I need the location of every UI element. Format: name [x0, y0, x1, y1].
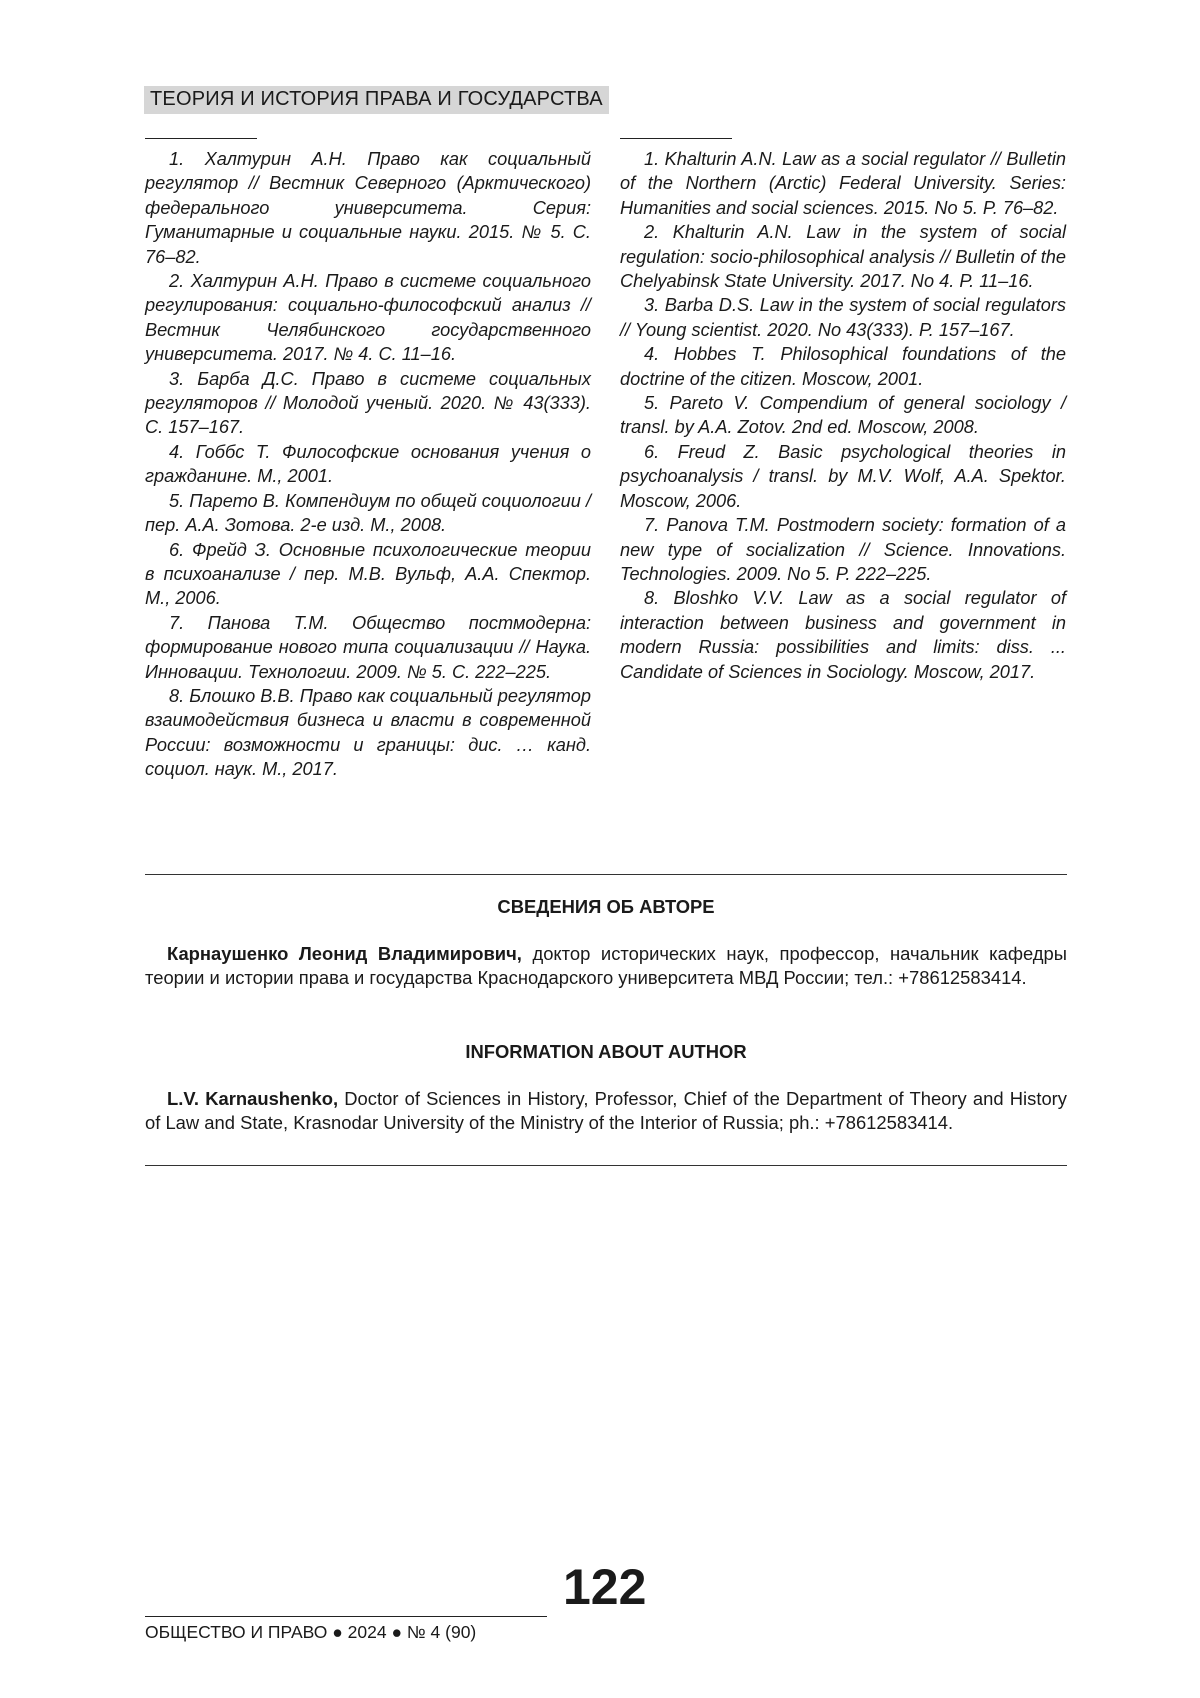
author-heading-en: INFORMATION ABOUT AUTHOR: [145, 1040, 1067, 1065]
reference-item-en: 6. Freud Z. Basic psychological theories in psychoanalysis / transl. by M.V. Wolf, A.A. Spektor. Moscow, 2006.: [620, 440, 1066, 513]
author-section-bottom-rule: [145, 1165, 1067, 1166]
reference-item-ru: 8. Блошко В.В. Право как социальный регулятор взаимодействия бизнеса и власти в современной России: возможности и границы: дис. … канд. социол. наук. М., 2017.: [145, 684, 591, 782]
reference-item-ru: 7. Панова Т.М. Общество постмодерна: формирование нового типа социализации // Наука. Инновации. Технологии. 2009. № 5. С. 222–225.: [145, 611, 591, 684]
references-en-rule: [620, 138, 732, 139]
author-heading-ru: СВЕДЕНИЯ ОБ АВТОРЕ: [145, 895, 1067, 920]
reference-item-en: 3. Barba D.S. Law in the system of social regulators // Young scientist. 2020. No 43(333). P. 157–167.: [620, 293, 1066, 342]
reference-item-ru: 2. Халтурин А.Н. Право в системе социального регулирования: социально-философский анализ // Вестник Челябинского государственного университета. 2017. № 4. С. 11–16.: [145, 269, 591, 367]
page-number: 122: [563, 1557, 646, 1617]
references-ru: [145, 138, 591, 782]
reference-item-ru: 5. Парето В. Компендиум по общей социологии / пер. А.А. Зотова. 2-е изд. М., 2008.: [145, 489, 591, 538]
reference-item-ru: 4. Гоббс Т. Философские основания учения о гражданине. М., 2001.: [145, 440, 591, 489]
section-header: ТЕОРИЯ И ИСТОРИЯ ПРАВА И ГОСУДАРСТВА: [144, 86, 609, 114]
author-text-en: [145, 1087, 1067, 1136]
author-section-top-rule: [145, 874, 1067, 875]
author-text-ru: [145, 942, 1067, 991]
author-name-en: L.V. Karnaushenko,: [167, 1088, 338, 1109]
reference-item-en: 4. Hobbes T. Philosophical foundations of the doctrine of the citizen. Moscow, 2001.: [620, 342, 1066, 391]
journal-footer: ОБЩЕСТВО И ПРАВО ● 2024 ● № 4 (90): [145, 1622, 476, 1643]
reference-item-en: 1. Khalturin A.N. Law as a social regulator // Bulletin of the Northern (Arctic) Federal University. Series: Humanities and social sciences. 2015. No 5. P. 76–82.: [620, 147, 1066, 220]
reference-item-en: 8. Bloshko V.V. Law as a social regulator of interaction between business and government in modern Russia: possibilities and limits: diss. ... Candidate of Sciences in Sociology. Moscow, 2017.: [620, 586, 1066, 684]
author-name-ru: Карнаушенко Леонид Владимирович,: [167, 943, 522, 964]
author-info-en: [145, 1040, 1067, 1136]
reference-item-ru: 6. Фрейд З. Основные психологические теории в психоанализе / пер. М.В. Вульф, А.А. Спектор. М., 2006.: [145, 538, 591, 611]
author-details-ru: доктор исторических наук, профессор, начальник кафедры теории и истории права и государства Краснодарского университета МВД России; тел.: +78612583414.: [145, 943, 1067, 989]
author-info-ru: [145, 895, 1067, 991]
reference-item-ru: 3. Барба Д.С. Право в системе социальных регуляторов // Молодой ученый. 2020. № 43(333). С. 157–167.: [145, 367, 591, 440]
author-details-en: Doctor of Sciences in History, Professor, Chief of the Department of Theory and History of Law and State, Krasnodar University of the Ministry of the Interior of Russia; ph.: +78612583414.: [145, 1088, 1067, 1134]
references-ru-rule: [145, 138, 257, 139]
references-en: [620, 138, 1066, 684]
footer-rule: [145, 1616, 547, 1617]
reference-item-en: 2. Khalturin A.N. Law in the system of social regulation: socio-philosophical analysis // Bulletin of the Chelyabinsk State University. 2017. No 4. P. 11–16.: [620, 220, 1066, 293]
reference-item-ru: 1. Халтурин А.Н. Право как социальный регулятор // Вестник Северного (Арктического) федерального университета. Серия: Гуманитарные и социальные науки. 2015. № 5. С. 76–82.: [145, 147, 591, 269]
reference-item-en: 5. Pareto V. Compendium of general sociology / transl. by A.A. Zotov. 2nd ed. Moscow, 2008.: [620, 391, 1066, 440]
reference-item-en: 7. Panova T.M. Postmodern society: formation of a new type of socialization // Science. Innovations. Technologies. 2009. No 5. P. 222–225.: [620, 513, 1066, 586]
